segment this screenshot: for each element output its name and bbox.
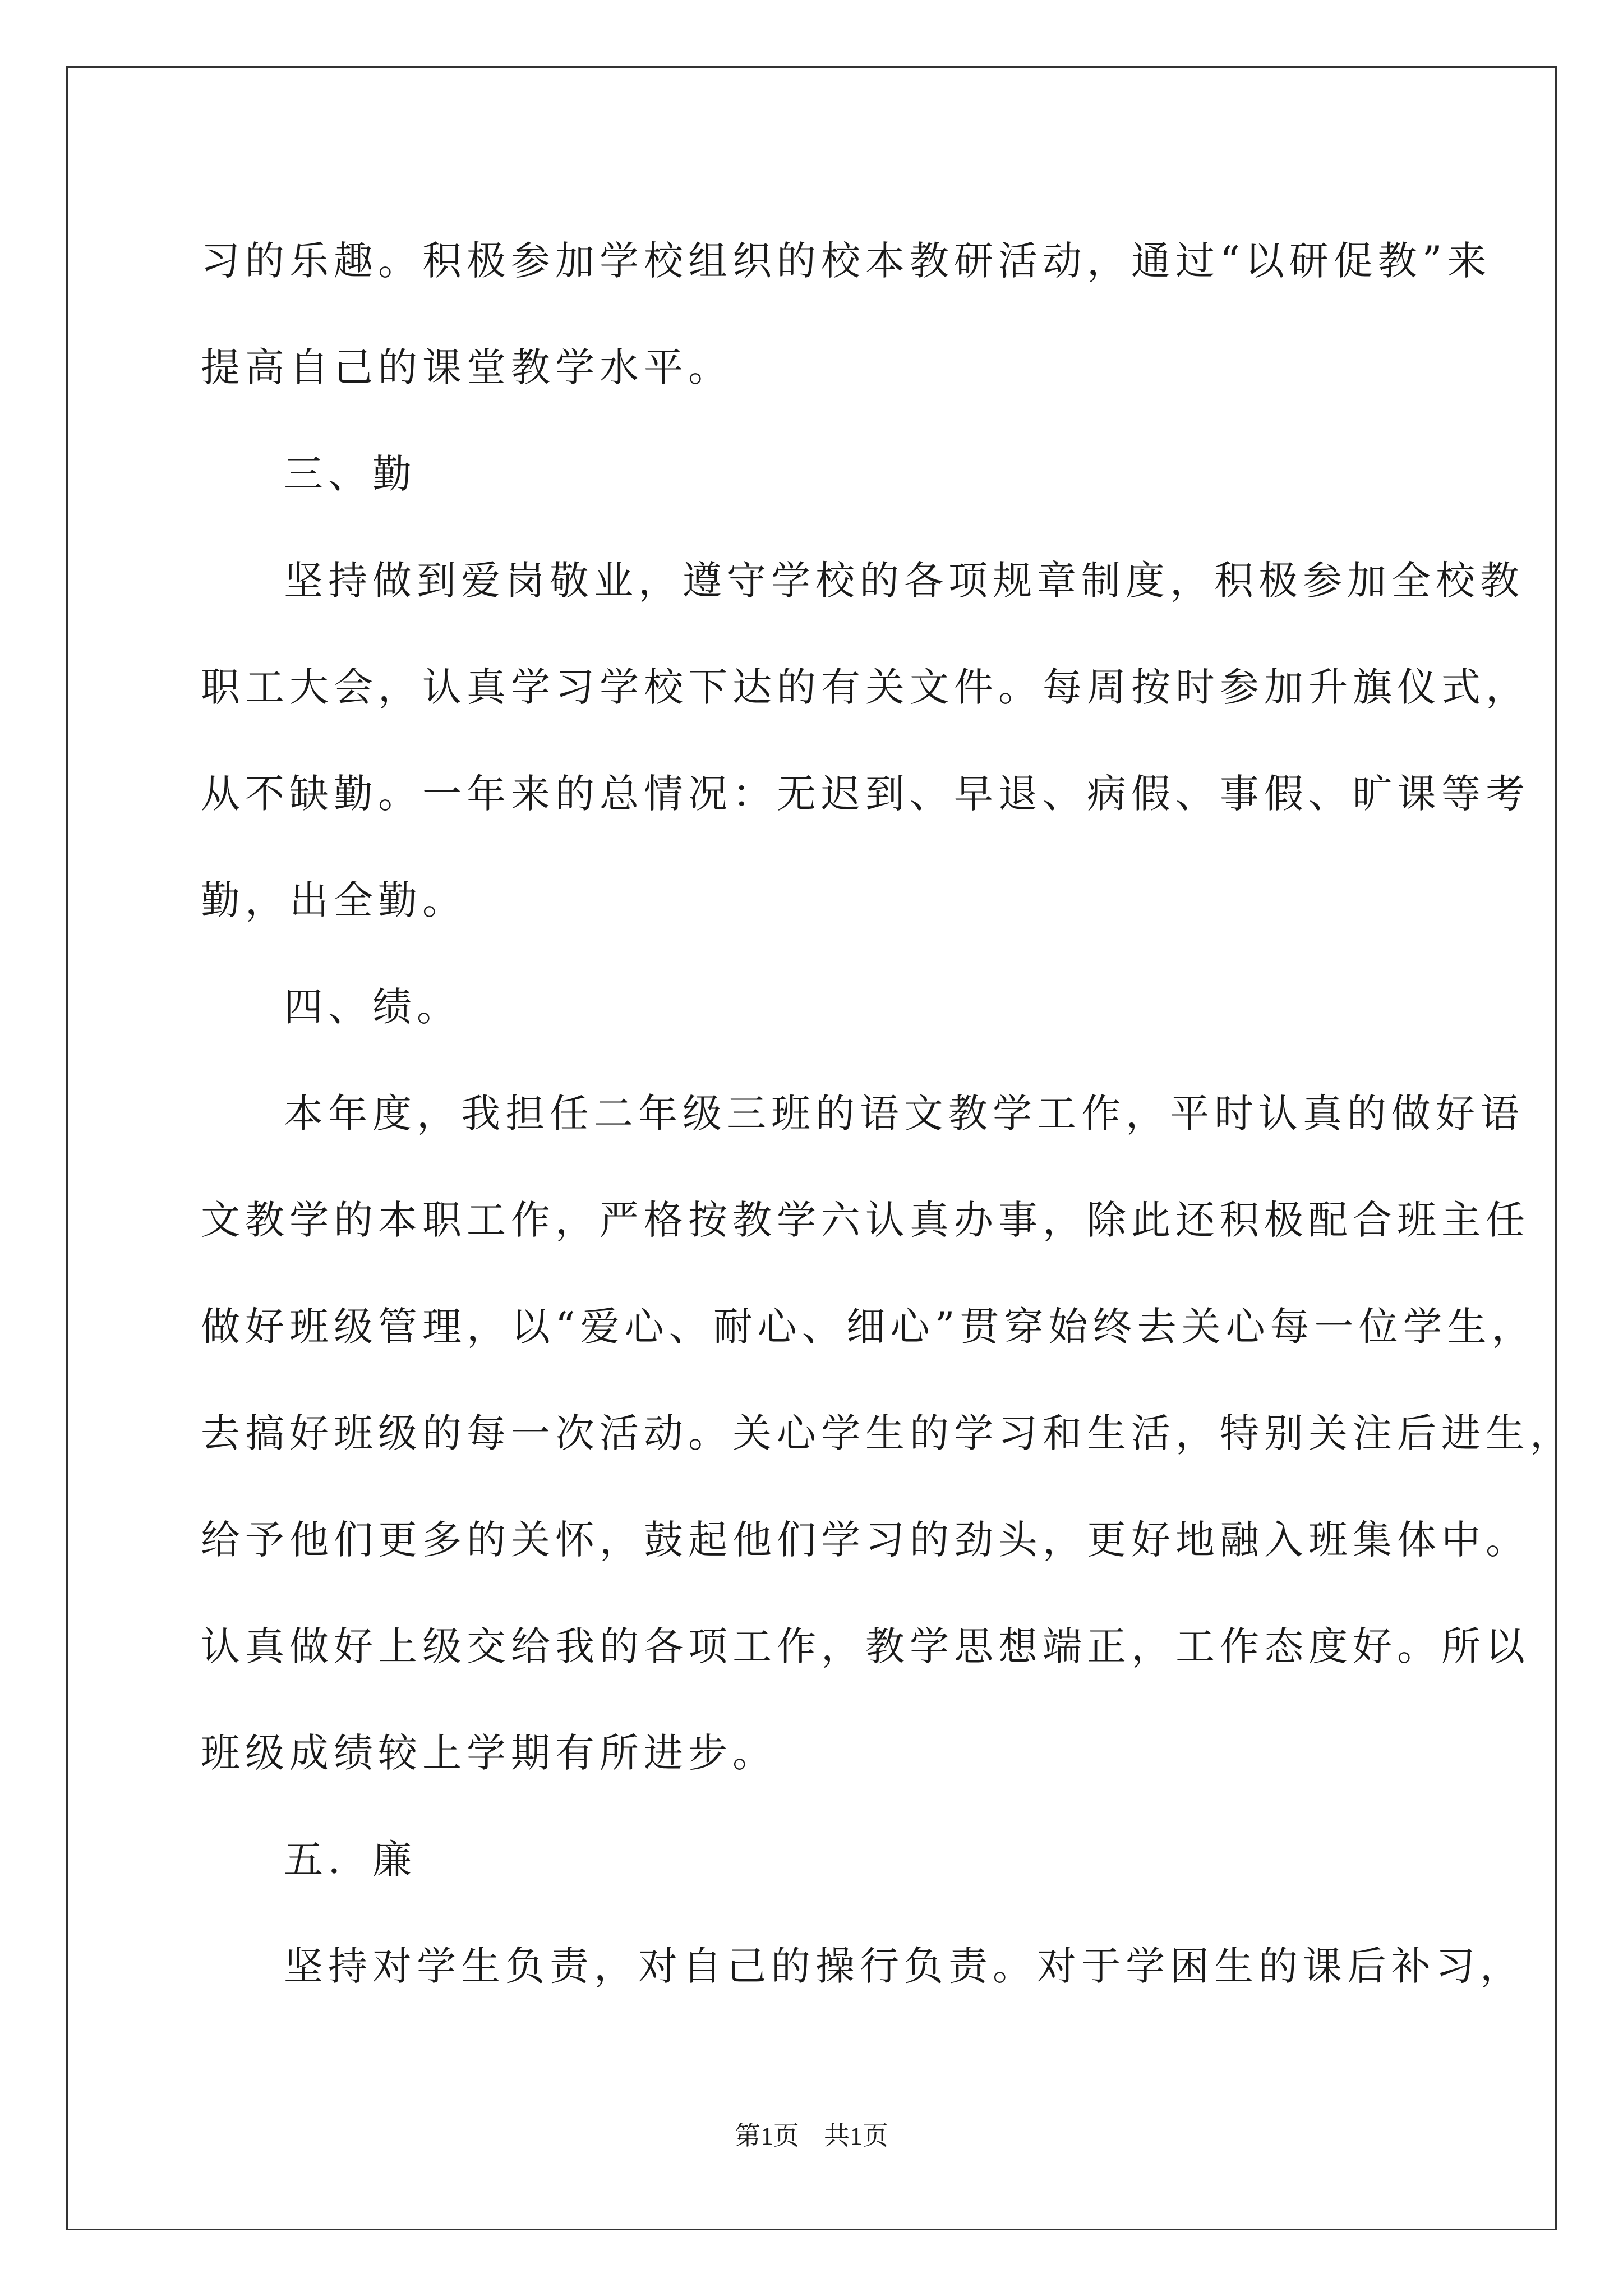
text-line: 去搞好班级的每一次活动。关心学生的学习和生活，特别关注后进生， bbox=[201, 1410, 1574, 1456]
page-footer bbox=[0, 2119, 1623, 2153]
text-line: 给予他们更多的关怀，鼓起他们学习的劲头，更好地融入班集体中。 bbox=[201, 1517, 1530, 1563]
page-total: 共1页 bbox=[824, 2122, 888, 2150]
section-heading: 五．廉 bbox=[284, 1837, 417, 1883]
page-number: 第1页 bbox=[735, 2122, 799, 2150]
text-line: 班级成绩较上学期有所进步。 bbox=[201, 1730, 777, 1776]
text-line: 做好班级管理，以“爱心、耐心、细心”贯穿始终去关心每一位学生， bbox=[201, 1304, 1536, 1350]
text-line: 职工大会，认真学习学校下达的有关文件。每周按时参加升旗仪式， bbox=[201, 664, 1530, 710]
section-heading: 四、绩。 bbox=[284, 984, 461, 1030]
text-line: 坚持对学生负责，对自己的操行负责。对于学困生的课后补习， bbox=[284, 1943, 1524, 1989]
section-heading: 三、勤 bbox=[284, 451, 417, 497]
text-line: 文教学的本职工作，严格按教学六认真办事，除此还积极配合班主任 bbox=[201, 1197, 1530, 1243]
text-line: 从不缺勤。一年来的总情况：无迟到、早退、病假、事假、旷课等考 bbox=[201, 771, 1530, 817]
text-line: 认真做好上级交给我的各项工作，教学思想端正，工作态度好。所以 bbox=[201, 1623, 1530, 1669]
text-line: 勤，出全勤。 bbox=[201, 877, 467, 923]
document-body bbox=[201, 208, 1574, 2019]
text-line: 习的乐趣。积极参加学校组织的校本教研活动，通过“以研促教”来 bbox=[201, 238, 1492, 284]
text-line: 提高自己的课堂教学水平。 bbox=[201, 344, 732, 390]
text-line: 坚持做到爱岗敬业，遵守学校的各项规章制度，积极参加全校教 bbox=[284, 558, 1524, 604]
text-line: 本年度，我担任二年级三班的语文教学工作，平时认真的做好语 bbox=[284, 1091, 1524, 1137]
